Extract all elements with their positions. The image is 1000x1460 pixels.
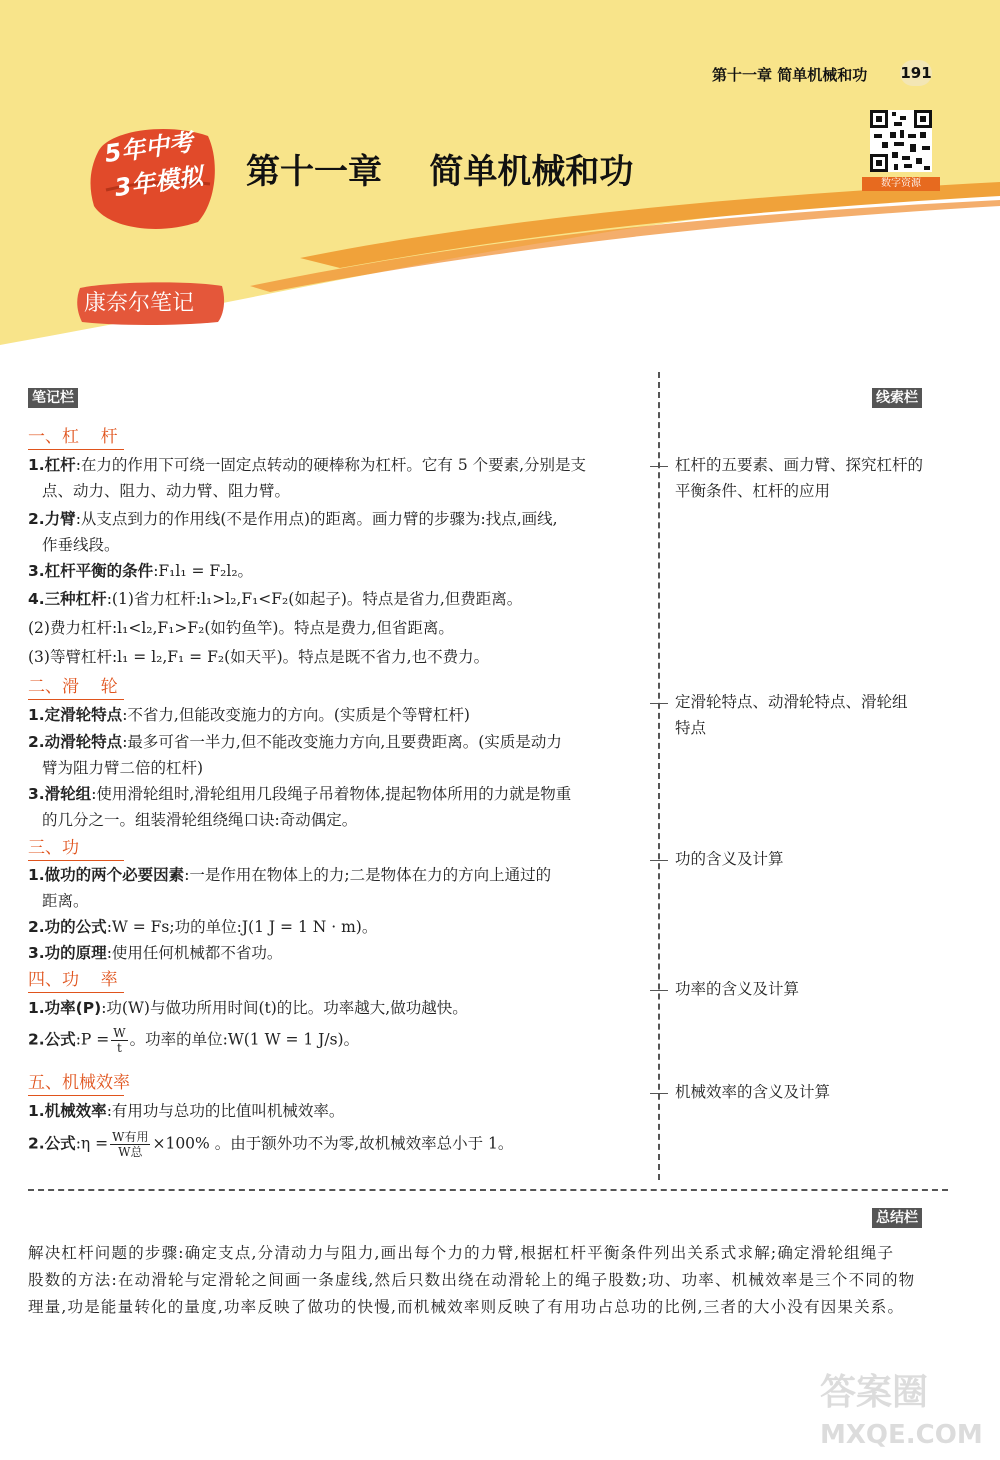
note-text: ×100% 。由于额外功不为零,故机械效率总小于 1。 bbox=[152, 1134, 514, 1153]
note-text: :功(W)与做功所用时间(t)的比。功率越大,做功越快。 bbox=[101, 999, 468, 1017]
efficiency-fraction bbox=[110, 1130, 150, 1159]
term: 1.杠杆 bbox=[28, 456, 76, 474]
note-line: 距离。 bbox=[42, 892, 89, 910]
note-line bbox=[28, 997, 468, 1019]
cue-connector bbox=[650, 860, 668, 861]
note-line bbox=[28, 783, 571, 805]
cue-text: 特点 bbox=[675, 719, 707, 737]
summary-divider bbox=[28, 1189, 948, 1191]
note-line bbox=[28, 916, 377, 938]
term: 2.力臂 bbox=[28, 510, 76, 528]
note-text: :在力的作用下可绕一固定点转动的硬棒称为杠杆。它有 5 个要素,分别是支 bbox=[75, 456, 587, 474]
fraction-denominator: t bbox=[117, 1041, 122, 1055]
fraction-denominator: W总 bbox=[118, 1145, 143, 1159]
logo-text-top: 5年中考 bbox=[102, 127, 195, 169]
note-line bbox=[28, 1130, 513, 1159]
logo-text-bottom: 3年模拟 bbox=[112, 161, 205, 203]
note-text: :(1)省力杠杆:l₁>l₂,F₁<F₂(如起子)。特点是省力,但费距离。 bbox=[106, 590, 523, 608]
note-line: (3)等臂杠杆:l₁ = l₂,F₁ = F₂(如天平)。特点是既不省力,也不费力。 bbox=[28, 648, 490, 666]
cue-connector bbox=[650, 703, 668, 704]
note-text: :最多可省一半力,但不能改变施力方向,且要费距离。(实质是动力 bbox=[122, 733, 562, 751]
note-line bbox=[28, 704, 470, 726]
term: 2.功的公式 bbox=[28, 918, 107, 936]
term: 3.杠杆平衡的条件 bbox=[28, 562, 154, 580]
watermark-logo: 答案圈 bbox=[820, 1372, 929, 1413]
watermark-url: MXQE.COM bbox=[820, 1420, 983, 1450]
section-heading-power: 四、功 率 bbox=[28, 970, 118, 990]
note-line: 的几分之一。组装滑轮组绕绳口诀:奇动偶定。 bbox=[42, 811, 358, 829]
term: 2.公式 bbox=[28, 1134, 76, 1153]
note-line bbox=[28, 508, 558, 530]
note-text: :η = bbox=[75, 1134, 109, 1153]
term: 4.三种杠杆 bbox=[28, 590, 107, 608]
cue-text: 功的含义及计算 bbox=[675, 850, 784, 868]
section-heading-efficiency: 五、机械效率 bbox=[28, 1073, 130, 1093]
cue-text: 功率的含义及计算 bbox=[675, 980, 800, 998]
term: 1.做功的两个必要因素 bbox=[28, 866, 185, 884]
note-text: :P = bbox=[75, 1030, 110, 1049]
column-divider bbox=[658, 372, 660, 1180]
note-text: :有用功与总功的比值叫机械效率。 bbox=[106, 1102, 345, 1120]
cue-text: 机械效率的含义及计算 bbox=[675, 1083, 831, 1101]
notes-column-tag: 笔记栏 bbox=[28, 388, 78, 408]
summary-line: 理量,功是能量转化的量度,功率反映了做功的快慢,而机械效率则反映了有用功占总功的比例,三者的大小没有因果关系。 bbox=[28, 1298, 905, 1316]
cue-connector bbox=[650, 466, 668, 467]
section-heading-pulley: 二、滑 轮 bbox=[28, 677, 118, 697]
note-line bbox=[28, 1026, 359, 1055]
term: 2.公式 bbox=[28, 1030, 76, 1049]
chapter-title: 第十一章 简单机械和功 bbox=[246, 152, 634, 192]
running-header-chapter: 第十一章 简单机械和功 bbox=[712, 66, 868, 84]
fraction-numerator: W有用 bbox=[112, 1130, 149, 1144]
term: 2.动滑轮特点 bbox=[28, 733, 123, 751]
note-line: 作垂线段。 bbox=[42, 536, 120, 554]
term: 3.滑轮组 bbox=[28, 785, 92, 803]
qr-code-icon[interactable] bbox=[870, 110, 932, 172]
note-line: (2)费力杠杆:l₁<l₂,F₁>F₂(如钓鱼竿)。特点是费力,但省距离。 bbox=[28, 619, 454, 637]
cues-column-tag: 线索栏 bbox=[872, 388, 922, 408]
term: 1.机械效率 bbox=[28, 1102, 107, 1120]
note-text: :使用任何机械都不省功。 bbox=[106, 944, 283, 962]
note-text: :一是作用在物体上的力;二是物体在力的方向上通过的 bbox=[184, 866, 552, 884]
note-line bbox=[28, 731, 562, 753]
note-line: 臂为阻力臂二倍的杠杆) bbox=[42, 759, 204, 777]
note-text: :F₁l₁ = F₂l₂。 bbox=[153, 562, 254, 580]
fraction-numerator: W bbox=[113, 1026, 126, 1040]
note-text: :不省力,但能改变施力的方向。(实质是个等臂杠杆) bbox=[122, 706, 470, 724]
note-line bbox=[28, 588, 522, 610]
note-badge-label: 康奈尔笔记 bbox=[84, 291, 195, 316]
note-text: 。功率的单位:W(1 W = 1 J/s)。 bbox=[129, 1030, 360, 1049]
cue-text: 平衡条件、杠杆的应用 bbox=[675, 482, 831, 500]
term: 3.功的原理 bbox=[28, 944, 107, 962]
note-text: :从支点到力的作用线(不是作用点)的距离。画力臂的步骤为:找点,画线, bbox=[75, 510, 558, 528]
summary-text bbox=[28, 1240, 934, 1321]
cue-text: 杠杆的五要素、画力臂、探究杠杆的 bbox=[675, 456, 924, 474]
page-number: 191 bbox=[900, 60, 932, 86]
section-heading-work: 三、功 bbox=[28, 838, 79, 858]
term: 1.定滑轮特点 bbox=[28, 706, 123, 724]
cue-connector bbox=[650, 990, 668, 991]
note-text: :使用滑轮组时,滑轮组用几段绳子吊着物体,提起物体所用的力就是物重 bbox=[91, 785, 572, 803]
summary-tag: 总结栏 bbox=[872, 1208, 922, 1228]
qr-label: 数字资源 bbox=[862, 177, 940, 191]
power-fraction bbox=[111, 1026, 127, 1055]
note-line: 点、动力、阻力、动力臂、阻力臂。 bbox=[42, 482, 291, 500]
term: 1.功率(P) bbox=[28, 999, 102, 1017]
cue-text: 定滑轮特点、动滑轮特点、滑轮组 bbox=[675, 693, 908, 711]
section-heading-lever: 一、杠 杆 bbox=[28, 427, 118, 447]
summary-line: 解决杠杆问题的步骤:确定支点,分清动力与阻力,画出每个力的力臂,根据杠杆平衡条件列出关系式求解;确定滑轮组绳子 bbox=[28, 1244, 895, 1262]
summary-line: 股数的方法:在动滑轮与定滑轮之间画一条虚线,然后只数出绕在动滑轮上的绳子股数;功、功率、机械效率是三个不同的物 bbox=[28, 1271, 916, 1289]
cue-connector bbox=[650, 1093, 668, 1094]
note-line bbox=[28, 942, 282, 964]
note-line bbox=[28, 1100, 344, 1122]
note-line bbox=[28, 454, 586, 476]
note-text: :W = Fs;功的单位:J(1 J = 1 N · m)。 bbox=[106, 918, 378, 936]
note-line bbox=[28, 560, 253, 582]
note-line bbox=[28, 864, 551, 886]
